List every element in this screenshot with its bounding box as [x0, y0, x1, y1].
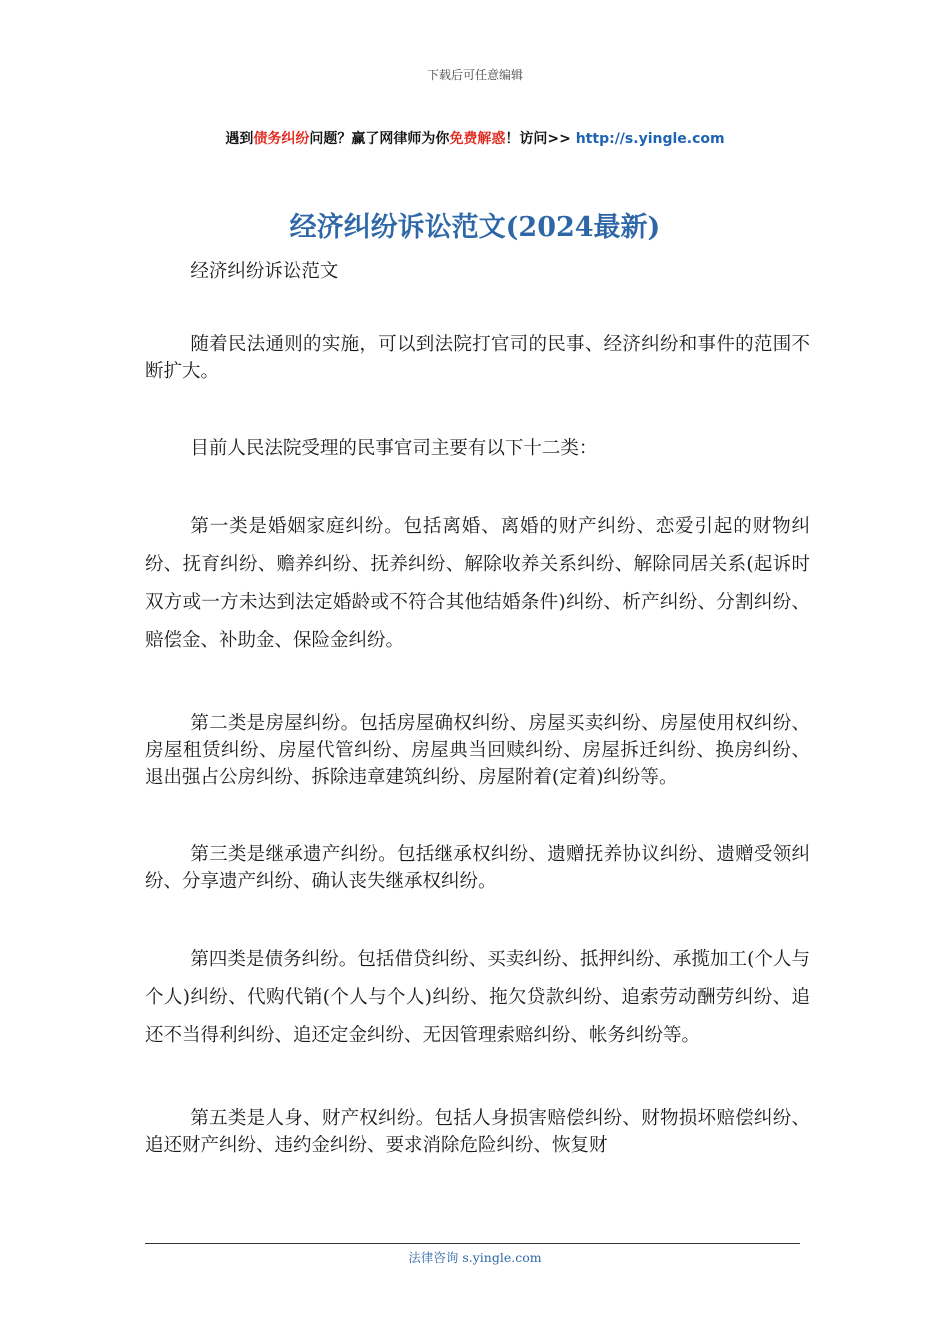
footer-divider — [145, 1243, 800, 1244]
footer-note[interactable]: 法律咨询 s.yingle.com — [408, 1250, 542, 1265]
paragraph-category-2: 第二类是房屋纠纷。包括房屋确权纠纷、房屋买卖纠纷、房屋使用权纠纷、房屋租赁纠纷、房屋代管纠纷、房屋典当回赎纠纷、房屋拆迁纠纷、换房纠纷、退出强占公房纠纷、拆除违章建筑纠纷、房屋附着(定着)纠纷等。 — [145, 713, 810, 788]
document-title: 经济纠纷诉讼范文(2024最新) — [289, 212, 661, 243]
promo-link[interactable]: http://s.yingle.com — [575, 131, 725, 147]
promo-text-3: ！访问>> — [505, 131, 576, 147]
paragraph-categories: 目前人民法院受理的民事官司主要有以下十二类： — [190, 438, 598, 459]
promo-highlight-debt[interactable]: 债务纠纷 — [253, 131, 310, 147]
paragraph-category-5: 第五类是人身、财产权纠纷。包括人身损害赔偿纠纷、财物损坏赔偿纠纷、追还财产纠纷、违约金纠纷、要求消除危险纠纷、恢复财 — [145, 1108, 810, 1156]
document-body — [145, 258, 810, 1159]
paragraph-intro: 随着民法通则的实施，可以到法院打官司的民事、经济纠纷和事件的范围不断扩大。 — [145, 334, 810, 382]
promo-text-1: 遇到 — [225, 131, 254, 147]
header-note: 下载后可任意编辑 — [426, 68, 523, 82]
paragraph-category-3: 第三类是继承遗产纠纷。包括继承权纠纷、遗赠抚养协议纠纷、遗赠受领纠纷、分享遗产纠纷、确认丧失继承权纠纷。 — [145, 844, 810, 892]
paragraph-category-1: 第一类是婚姻家庭纠纷。包括离婚、离婚的财产纠纷、恋爱引起的财物纠纷、抚育纠纷、赡养纠纷、抚养纠纷、解除收养关系纠纷、解除同居关系(起诉时双方或一方未达到法定婚龄或不符合其他结婚条件)纠纷、析产纠纷、分割纠纷、赔偿金、补助金、保险金纠纷。 — [145, 516, 810, 651]
promo-banner — [0, 128, 950, 148]
paragraph-category-4: 第四类是债务纠纷。包括借贷纠纷、买卖纠纷、抵押纠纷、承揽加工(个人与个人)纠纷、代购代销(个人与个人)纠纷、拖欠贷款纠纷、追索劳动酬劳纠纷、追还不当得利纠纷、追还定金纠纷、无因管理索赔纠纷、帐务纠纷等。 — [145, 949, 810, 1046]
promo-text-2: 问题？赢了网律师为你 — [309, 131, 450, 147]
promo-highlight-free[interactable]: 免费解惑 — [449, 131, 506, 147]
paragraph-subtitle: 经济纠纷诉讼范文 — [190, 261, 339, 282]
